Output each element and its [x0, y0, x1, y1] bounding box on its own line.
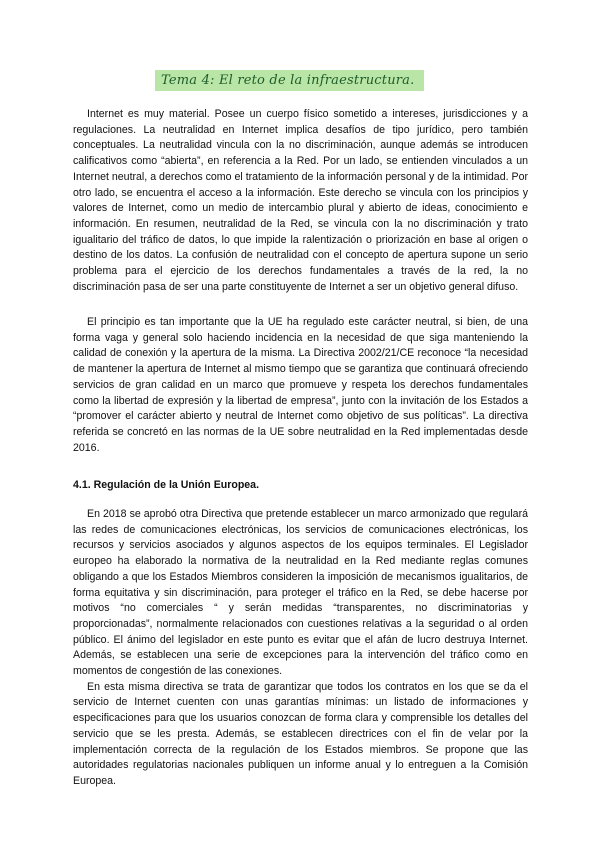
- paragraph-contract-guarantees: En esta misma directiva se trata de garantizar que todos los contratos en los que se da el servicio de Internet cuenten con unas garantías mínimas: un listado de informaciones y especificaciones para que los usuarios conozcan de forma clara y comprensible los detalles del servicio que se les presta. Además, se establecen directrices con el fin de velar por la implementación correcta de la regulación de los Estados miembros. Se propone que las autoridades regulatorias nacionales publiquen un informe anual y lo entreguen a la Comisión Europea.: [73, 680, 528, 787]
- chapter-title: Tema 4: El reto de la infraestructura.: [161, 73, 415, 88]
- paragraph-directive-2018: En 2018 se aprobó otra Directiva que pretende establecer un marco armonizado que regulará las redes de comunicaciones electrónicas, los servicios de comunicaciones electrónicas, los recursos y servicios asociados y algunos aspectos de los equipos terminales. El Legislador europeo ha elaborado la normativa de la neutralidad en la Red mediante reglas comunes obligando a que los Estados Miembros consideren la imposición de mecanismos igualitarios, de forma equitativa y sin discriminación, para proteger el tráfico en la Red, se debe hacerse por motivos “no comerciales “ y serán medidas “transparentes, no discriminatorias y proporcionadas”, normalmente relacionados con cuestiones relativas a la seguridad o al orden público. El ánimo del legislador en este punto es evitar que el afán de lucro destruya Internet. Además, se establecen una serie de excepciones para la intervención del tráfico como en momentos de congestión de las conexiones.: [73, 508, 528, 678]
- paragraph-eu-principle: El principio es tan importante que la UE ha regulado este carácter neutral, si bien, de una forma vaga y general solo haciendo incidencia en la necesidad de que siga manteniendo la calidad de conexión y la apertura de la misma. La Directiva 2002/21/CE reconoce “la necesidad de mantener la apertura de Internet al mismo tiempo que se garantiza que continuará ofreciendo servicios de gran calidad en un marco que promueve y respeta los derechos fundamentales como la libertad de expresión y la libertad de empresa”, junto con la invitación de los Estados a “promover el carácter abierto y neutral de Internet como objetivo de sus políticas”. La directiva referida se concretó en las normas de la UE sobre neutralidad en la Red implementadas desde 2016.: [73, 316, 528, 454]
- chapter-title-highlight: [155, 70, 424, 91]
- section-body: [73, 507, 528, 790]
- section-heading: 4.1. Regulación de la Unión Europea.: [73, 479, 260, 491]
- paragraph-internet-material: Internet es muy material. Posee un cuerpo físico sometido a intereses, jurisdicciones y a regulaciones. La neutralidad en Internet implica desafíos de tipo jurídico, pero también conceptuales. La neutralidad vincula con la no discriminación, aunque además se introducen calificativos como “abierta”, en referencia a la Red. Por un lado, se entienden vinculados a un Internet neutral, a derechos como el tratamiento de la información personal y de la intimidad. Por otro lado, se encuentra el acceso a la información. Este derecho se vincula con los principios y valores de Internet, como un medio de intercambio plural y abierto de ideas, conocimiento e información. En resumen, neutralidad de la Red, se vincula con la no discriminación y trato igualitario del tráfico de datos, lo que impide la ralentización o priorización en base al origen o destino de los datos. La confusión de neutralidad con el concepto de apertura supone un serio problema para el ejercicio de los derechos fundamentales a través de la red, la no discriminación pasa de ser una parte constituyente de Internet a ser un objetivo general difuso.: [73, 108, 528, 293]
- intro-block-2: [73, 315, 528, 456]
- intro-block-1: [73, 107, 528, 295]
